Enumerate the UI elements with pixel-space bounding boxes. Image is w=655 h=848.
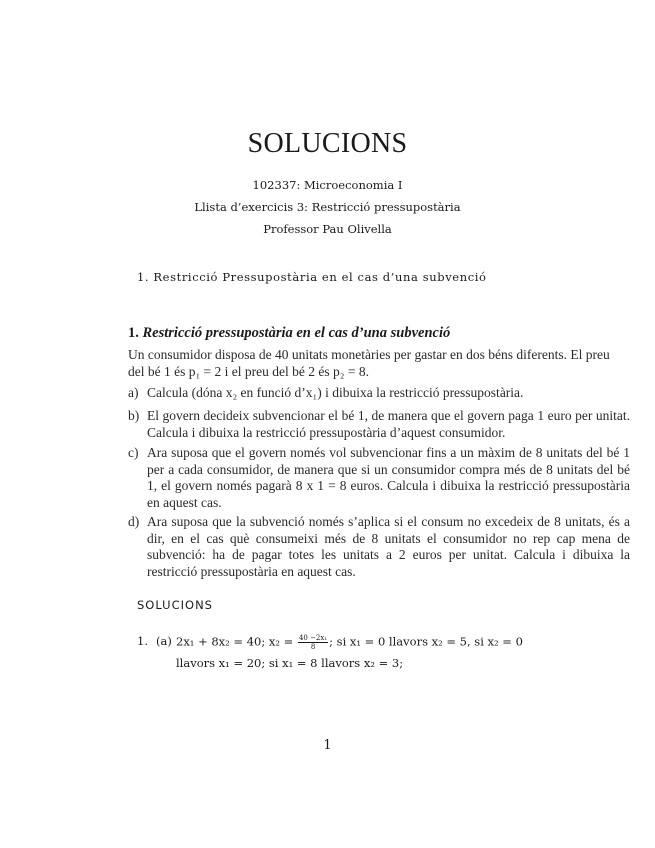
- item-text: Ara suposa que la subvenció només s’aplica si el consum no excedeix de 8 unitats, és a dir, en el cas què consumeixi més de 8 unitats el consumidor no rep cap mena de subvenció: ha de pagar totes les unitats a 2 euros per unitat. Calcula i dibuixa la restricció pressupostària en aquest cas.: [147, 514, 630, 579]
- intro-line-2: del bé 1 és p₁ = 2 i el preu del bé 2 és p₂ = 8.: [128, 363, 369, 379]
- toc-entry: 1. Restricció Pressupostària en el cas d’una subvenció: [137, 270, 487, 284]
- fraction-denominator: 8: [310, 643, 316, 651]
- list-item: [128, 408, 630, 441]
- exercise-list-title: Llista d’exercicis 3: Restricció pressupostària: [194, 200, 461, 214]
- item-label: b): [128, 408, 140, 423]
- problem-title: Restricció pressupostària en el cas d’una subvenció: [142, 325, 451, 341]
- course-name: 102337: Microeconomia I: [252, 178, 403, 192]
- list-item: [128, 514, 630, 580]
- item-text: Calcula (dóna x₂ en funció d’x₁) i dibuixa la restricció pressupostària.: [147, 385, 524, 400]
- solution-number: 1.: [137, 634, 148, 648]
- solutions-heading: SOLUCIONS: [137, 598, 213, 612]
- solution-continuation: ; si x₁ = 0 llavors x₂ = 5, si x₂ = 0: [329, 634, 523, 649]
- problem-heading: [128, 325, 450, 342]
- problem-intro: [128, 347, 630, 380]
- solution-line-2: llavors x₁ = 20; si x₁ = 8 llavors x₂ = 3;: [176, 656, 404, 670]
- solution-line-1: [176, 634, 523, 651]
- list-item: [128, 445, 630, 511]
- item-label: a): [128, 385, 139, 400]
- item-label: c): [128, 445, 139, 460]
- problem-number: 1.: [128, 325, 139, 341]
- solution-equation: 2x₁ + 8x₂ = 40; x₂ =: [176, 634, 294, 649]
- item-text: Ara suposa que el govern només vol subvencionar fins a un màxim de 8 unitats del bé 1 per a cada consumidor, de manera que si un consumidor compra més de 8 unitats del bé 1, el govern només pagarà 8 x 1 = 8 euros. Calcula i dibuixa la restricció pressupostària en aquest cas.: [147, 445, 630, 510]
- solution-part-label: (a): [156, 634, 172, 648]
- item-text: El govern decideix subvencionar el bé 1, de manera que el govern paga 1 euro per unitat. Calcula i dibuixa la restricció pressupostària d’aquest consumidor.: [147, 408, 630, 440]
- document-title: SOLUCIONS: [247, 128, 408, 159]
- item-label: d): [128, 514, 140, 529]
- list-item: [128, 385, 630, 402]
- intro-line-1: Un consumidor disposa de 40 unitats monetàries per gastar en dos béns diferents. El preu: [128, 347, 610, 362]
- solution-fraction: [298, 634, 328, 651]
- fraction-numerator: 40 −2x₁: [298, 634, 328, 642]
- professor-name: Professor Pau Olivella: [263, 222, 392, 236]
- page-number: 1: [323, 738, 332, 753]
